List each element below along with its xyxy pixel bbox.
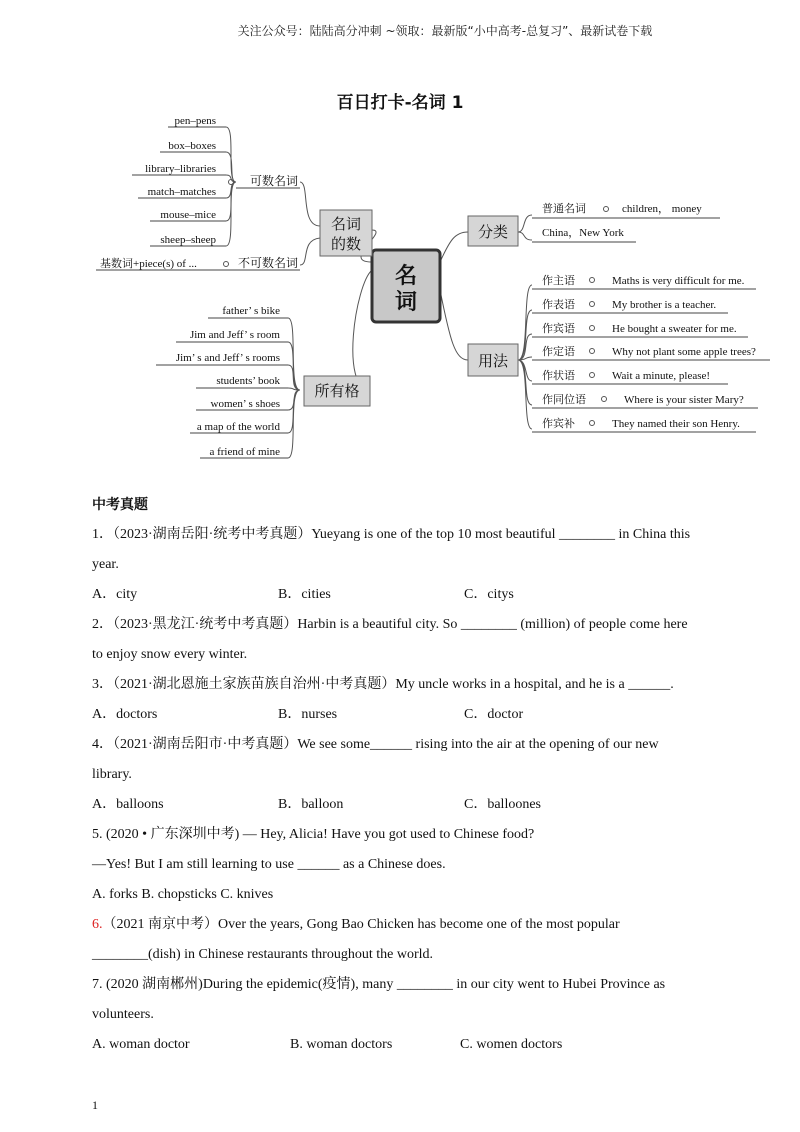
option: C．balloones xyxy=(464,797,541,812)
exam-section xyxy=(92,494,712,1060)
question-7-options xyxy=(92,1030,712,1060)
countable-item: sheep–sheep xyxy=(160,234,216,246)
possessive-item: women’ s shoes xyxy=(210,398,280,410)
option: A．doctors xyxy=(92,707,158,722)
countable-item: box–boxes xyxy=(168,140,216,152)
question-1: 1．（2023·湖南岳阳·统考中考真题）Yueyang is one of the top 10 most beautiful ________ in China this xyxy=(92,527,691,542)
center-node-label-2: 词 xyxy=(394,289,418,314)
countable-item: match–matches xyxy=(147,186,216,198)
count-node-label-2: 的数 xyxy=(330,237,362,253)
option: B．balloon xyxy=(278,797,344,812)
option: B．nurses xyxy=(278,707,338,722)
countable-item: library–libraries xyxy=(145,163,216,175)
usage-role: 作宾补 xyxy=(542,418,575,430)
question-5-cont: —Yes! But I am still learning to use ______ as a Chinese does. xyxy=(92,857,446,872)
mind-map xyxy=(0,110,800,470)
option: A．city xyxy=(92,587,138,602)
question-6 xyxy=(92,910,712,940)
usage-role: 作宾语 xyxy=(542,323,575,335)
usage-role: 作定语 xyxy=(542,346,575,358)
option: A. woman doctor xyxy=(92,1037,190,1052)
question-2-cont: to enjoy snow every winter. xyxy=(92,647,248,662)
question-3-options xyxy=(92,700,712,730)
option: C. women doctors xyxy=(460,1037,563,1052)
countable-item: pen–pens xyxy=(174,115,216,127)
possessive-item: Jim and Jeff’ s room xyxy=(189,329,280,341)
page-number: 1 xyxy=(92,1098,98,1112)
center-node-label-1: 名 xyxy=(394,263,418,288)
countable-label: 可数名词 xyxy=(250,174,299,188)
usage-example: Where is your sister Mary? xyxy=(624,394,744,406)
usage-example: Why not plant some apple trees? xyxy=(612,346,756,358)
category-node-label: 分类 xyxy=(477,225,509,241)
uncountable-label: 不可数名词 xyxy=(238,256,299,270)
usage-example: Wait a minute, please! xyxy=(612,370,711,382)
question-4: 4．（2021·湖南岳阳市·中考真题）We see some______ rising into the air at the opening of our new xyxy=(92,737,659,752)
uncountable-item: 基数词+piece(s) of ... xyxy=(100,258,197,270)
countable-item: mouse–mice xyxy=(160,209,216,221)
usage-role: 作状语 xyxy=(542,370,575,382)
question-5-options: A. forks B. chopsticks C. knives xyxy=(92,887,274,902)
question-7: 7. (2020 湖南郴州)During the epidemic(疫情), many ________ in our city went to Hubei Province as xyxy=(92,977,666,992)
question-5: 5. (2020 • 广东深圳中考) — Hey, Alicia! Have you got used to Chinese food? xyxy=(92,827,535,842)
possessive-item: Jim’ s and Jeff’ s rooms xyxy=(175,352,280,364)
option: B．cities xyxy=(278,587,331,602)
question-4-options xyxy=(92,790,712,820)
question-7-cont: volunteers. xyxy=(92,1007,154,1022)
usage-role: 作主语 xyxy=(542,275,575,287)
usage-example: He bought a sweater for me. xyxy=(612,323,737,335)
page-title: 百日打卡-名词 1 xyxy=(336,93,464,113)
category-item-example: children， money xyxy=(622,203,702,215)
option: C．doctor xyxy=(464,707,524,722)
question-2: 2．（2023·黑龙江·统考中考真题）Harbin is a beautiful city. So ________ (million) of people come here xyxy=(92,617,688,632)
section-title: 中考真题 xyxy=(92,497,148,513)
question-6-stem: （2021 南京中考）Over the years, Gong Bao Chicken has become one of the most popular xyxy=(102,917,620,932)
usage-role: 作表语 xyxy=(542,299,575,311)
usage-node-label: 用法 xyxy=(477,354,509,370)
possessive-item: students’ book xyxy=(216,375,280,387)
header-note: 关注公众号：陆陆高分冲刺 ~领取：最新版“小中高考-总复习”、最新试卷下载 xyxy=(237,24,653,38)
possessive-item: a map of the world xyxy=(196,421,280,433)
possessive-item: father’ s bike xyxy=(222,305,280,317)
option: B. woman doctors xyxy=(290,1037,393,1052)
option: C．citys xyxy=(464,587,514,602)
usage-example: My brother is a teacher. xyxy=(612,299,717,311)
question-6-number: 6. xyxy=(92,917,103,932)
option: A．balloons xyxy=(92,797,164,812)
category-item-label: China，New York xyxy=(542,227,624,239)
category-item-label: 普通名词 xyxy=(542,203,586,215)
possessive-node-label: 所有格 xyxy=(314,384,360,400)
usage-role: 作同位语 xyxy=(542,394,586,406)
usage-example: Maths is very difficult for me. xyxy=(612,275,745,287)
count-node-label-1: 名词 xyxy=(330,217,362,233)
question-1-cont: year. xyxy=(92,557,119,572)
question-1-options xyxy=(92,580,712,610)
question-3: 3．（2021·湖北恩施土家族苗族自治州·中考真题）My uncle works in a hospital, and he is a ______. xyxy=(92,677,674,692)
question-4-cont: library. xyxy=(92,767,132,782)
possessive-item: a friend of mine xyxy=(209,446,280,458)
question-6-cont: ________(dish) in Chinese restaurants throughout the world. xyxy=(92,947,434,962)
usage-example: They named their son Henry. xyxy=(612,418,740,430)
